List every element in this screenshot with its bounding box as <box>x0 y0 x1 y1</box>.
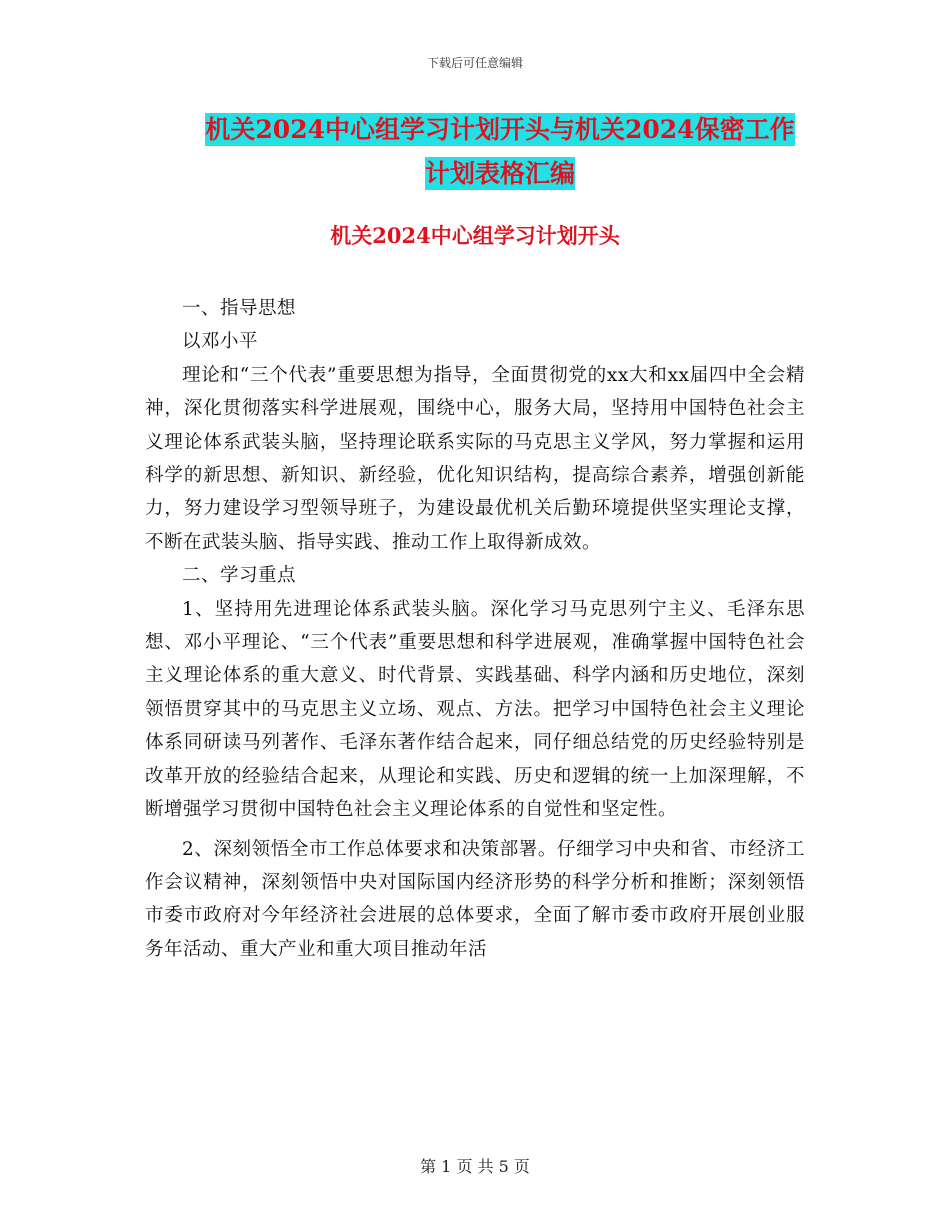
document-title <box>120 108 880 196</box>
document-title-line2: 计划表格汇编 <box>424 159 575 188</box>
paragraph-intro-start: 以邓小平 <box>182 331 259 353</box>
page-number: 第 1 页 共 5 页 <box>420 1157 530 1176</box>
heading-study-focus: 二、学习重点 <box>182 565 297 587</box>
paragraph-focus-2: 2、深刻领悟全市工作总体要求和决策部署。仔细学习中央和省、市经济工作会议精神，深刻领悟中央对国际国内经济形势的科学分析和推断；深刻领悟市委市政府对今年经济社会进展的总体要求，全面了解市委市政府开展创业服务年活动、重大产业和重大项目推动年活 <box>145 838 805 960</box>
paragraph-guiding-thought: 理论和“三个代表”重要思想为指导，全面贯彻党的xx大和xx届四中全会精神，深化贯彻落实科学进展观，围绕中心，服务大局，坚持用中国特色社会主义理论体系武装头脑，坚持理论联系实际的马克思主义学风，努力掌握和运用科学的新思想、新知识、新经验，优化知识结构，提高综合素养，增强创新能力，努力建设学习型领导班子，为建设最优机关后勤环境提供坚实理论支撑，不断在武装头脑、指导实践、推动工作上取得新成效。 <box>145 364 805 553</box>
header-note: 下载后可任意编辑 <box>426 56 523 70</box>
paragraph-focus-1: 1、坚持用先进理论体系武装头脑。深化学习马克思列宁主义、毛泽东思想、邓小平理论、“三个代表”重要思想和科学进展观，准确掌握中国特色社会主义理论体系的重大意义、时代背景、实践基础、科学内涵和历史地位，深刻领悟贯穿其中的马克思主义立场、观点、方法。把学习中国特色社会主义理论体系同研读马列著作、毛泽东著作结合起来，同仔细总结党的历史经验特别是改革开放的经验结合起来，从理论和实践、历史和逻辑的统一上加深理解，不断增强学习贯彻中国特色社会主义理论体系的自觉性和坚定性。 <box>145 598 805 821</box>
document-body <box>145 292 805 966</box>
document-title-line1: 机关2024中心组学习计划开头与机关2024保密工作 <box>205 115 795 144</box>
section-title: 机关2024中心组学习计划开头 <box>330 223 620 248</box>
heading-guiding-thought: 一、指导思想 <box>182 298 297 319</box>
